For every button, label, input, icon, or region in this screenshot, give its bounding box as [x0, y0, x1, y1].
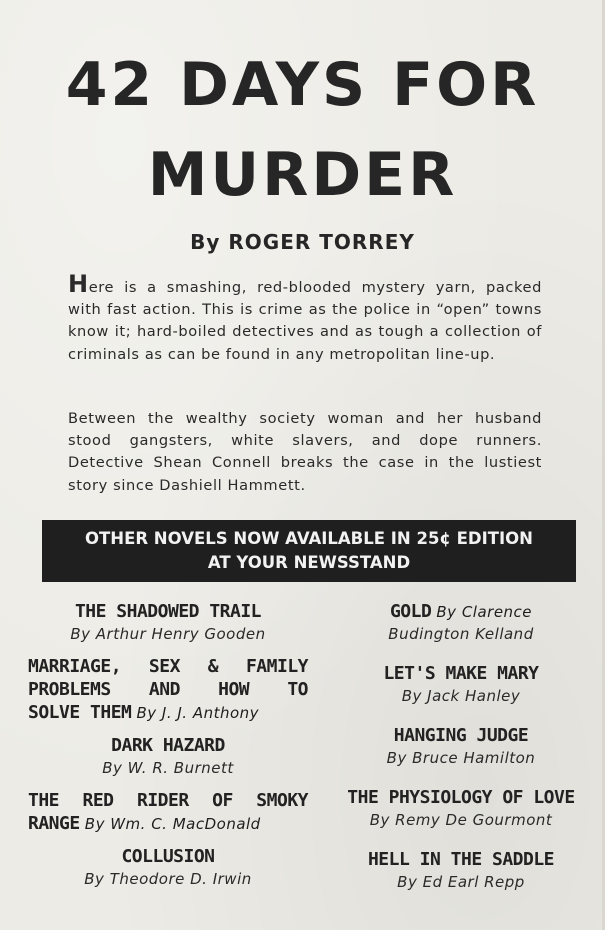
book-entry-author: By Theodore D. Irwin — [84, 870, 252, 888]
book-entry-title: THE PHYSIOLOGY OF LOVE — [347, 787, 575, 808]
book-title-line-1: 42 DAYS FOR — [65, 50, 540, 120]
book-entry-title-line: MARRIAGE, SEX & FAMILY — [28, 656, 308, 677]
book-entry-title-line — [326, 600, 596, 623]
book-list-right — [326, 600, 596, 893]
book-entry-author: By Arthur Henry Gooden — [70, 625, 266, 643]
book-entry-title: GOLD — [389, 601, 432, 622]
blurb-paragraph-1 — [68, 270, 542, 366]
book-entry-author: By W. R. Burnett — [102, 759, 234, 777]
book-entry — [326, 600, 596, 645]
book-entry-author: By J. J. Anthony — [136, 704, 260, 722]
blurb-paragraph-1-text: ere is a smashing, red-blooded mystery yarn, packed with fast action. This is crime as the police in “open” towns know it; hard-boiled detectives and as tough a collection of criminals as can be found in any metropolitan line-up. — [68, 279, 542, 363]
book-entry-title: COLLUSION — [121, 846, 215, 867]
book-entry — [326, 848, 596, 893]
banner-line-2: AT YOUR NEWSSTAND — [207, 553, 411, 572]
book-title-line-2: MURDER — [147, 140, 458, 210]
book-entry — [28, 845, 308, 890]
book-entry — [326, 786, 596, 831]
other-novels-banner — [42, 520, 576, 582]
book-entry-title-line — [28, 812, 308, 835]
book-list-left — [28, 600, 308, 890]
book-entry — [28, 655, 308, 724]
book-entry-author: By Bruce Hamilton — [386, 749, 536, 767]
book-entry — [326, 662, 596, 707]
book-entry-title-line: SOLVE THEM — [28, 702, 132, 723]
drop-cap: H — [68, 270, 89, 298]
banner-line-1: OTHER NOVELS NOW AVAILABLE IN 25¢ EDITION — [85, 529, 533, 548]
book-entry-title-line — [28, 701, 308, 724]
book-entry — [28, 734, 308, 779]
book-entry-author: By Wm. C. MacDonald — [84, 815, 261, 833]
book-entry-title: HELL IN THE SADDLE — [367, 849, 555, 870]
book-entry-title-line: RANGE — [28, 813, 80, 834]
book-entry-author: By Ed Earl Repp — [397, 873, 525, 891]
book-entry-author: Budington Kelland — [388, 625, 534, 643]
book-entry — [326, 724, 596, 769]
book-entry — [28, 600, 308, 645]
book-entry-title-line: THE RED RIDER OF SMOKY — [28, 790, 308, 811]
book-entry-title: DARK HAZARD — [111, 735, 225, 756]
book-entry-title: LET'S MAKE MARY — [383, 663, 539, 684]
book-author: By ROGER TORREY — [190, 230, 415, 254]
book-entry-title-line: PROBLEMS AND HOW TO — [28, 679, 308, 700]
book-entry-title: HANGING JUDGE — [393, 725, 529, 746]
book-entry — [28, 789, 308, 835]
book-entry-author: By Remy De Gourmont — [369, 811, 553, 829]
blurb-paragraph-2: Between the wealthy society woman and her husband stood gangsters, white slavers, and dope runners. Detective Shean Connell breaks the case in the lustiest story since Dashiell Hammett. — [68, 410, 542, 494]
book-entry-author: By Jack Hanley — [401, 687, 521, 705]
book-entry-author: By Clarence — [436, 603, 533, 621]
book-entry-title: THE SHADOWED TRAIL — [74, 601, 262, 622]
